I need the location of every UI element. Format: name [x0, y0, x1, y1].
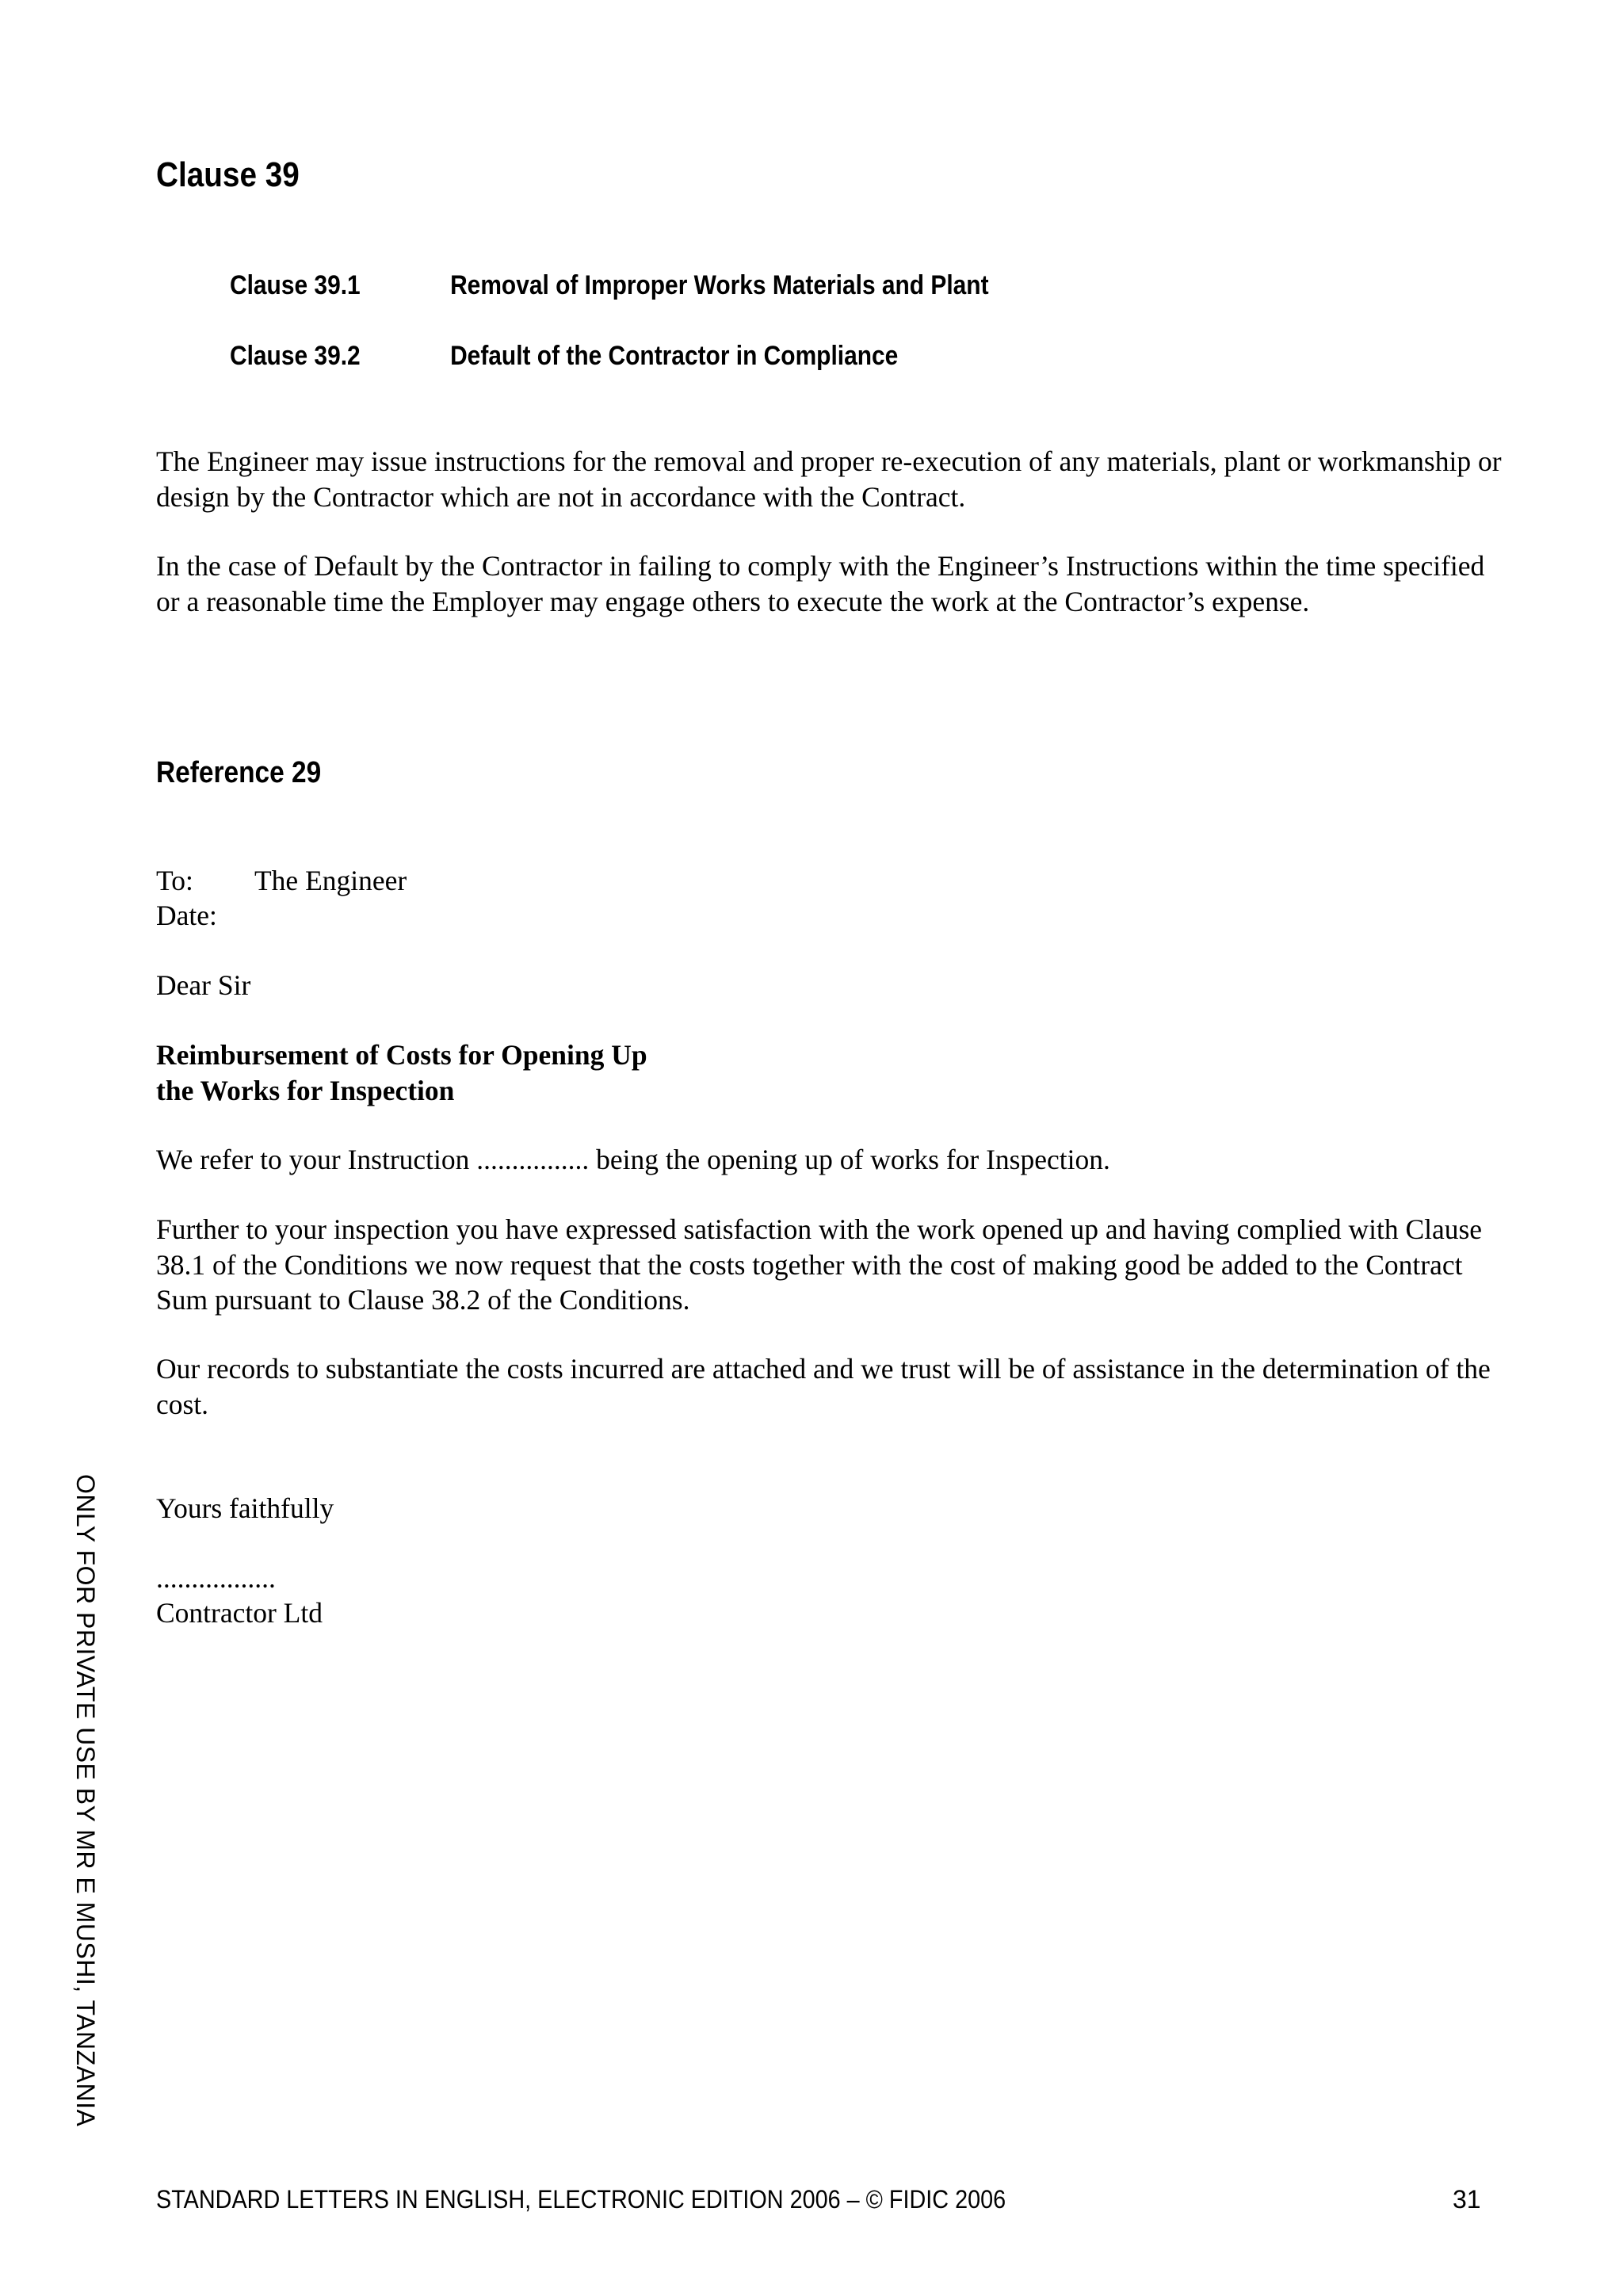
letter-subject: [156, 1037, 1503, 1108]
to-value: The Engineer: [254, 865, 407, 896]
letter-body-paragraph-1: We refer to your Instruction ................ being the opening up of works for Inspection.: [156, 1144, 1110, 1175]
signatory-name: Contractor Ltd: [156, 1597, 323, 1629]
subclause-row-1: [230, 270, 989, 301]
letter-date-line: [156, 898, 1503, 934]
date-label: Date:: [156, 900, 217, 931]
reference-heading: Reference 29: [156, 756, 322, 789]
subclause-number: Clause 39.2: [230, 341, 361, 371]
letter-subject-line-1: Reimbursement of Costs for Opening Up: [156, 1039, 647, 1071]
subclause-title: Removal of Improper Works Materials and Plant: [450, 270, 989, 300]
letter-subject-line-2: the Works for Inspection: [156, 1074, 455, 1106]
footer-edition-text: STANDARD LETTERS IN ENGLISH, ELECTRONIC EDITION 2006 – © FIDIC 2006: [156, 2185, 1006, 2214]
clause-paragraph-2: In the case of Default by the Contractor in failing to comply with the Engineer’s Instructions within the time specified or a reasonable time the Employer may engage others to execute the work at the Contractor’s expense.: [156, 550, 1485, 617]
letter-salutation: Dear Sir: [156, 969, 251, 1001]
signature-line: .................: [156, 1562, 276, 1594]
letter-body-paragraph-2: Further to your inspection you have expressed satisfaction with the work opened up and having complied with Clause 38.1 of the Conditions we now request that the costs together with the cost of making good be added to the Contract Sum pursuant to Clause 38.2 of the Conditions.: [156, 1213, 1483, 1316]
page-number: 31: [1453, 2185, 1481, 2214]
letter-closing: Yours faithfully: [156, 1492, 334, 1524]
clause-paragraph-1: The Engineer may issue instructions for the removal and proper re-execution of any materials, plant or workmanship or design by the Contractor which are not in accordance with the Contract.: [156, 445, 1502, 513]
private-use-watermark: ONLY FOR PRIVATE USE BY MR E MUSHI, TANZANIA: [71, 1474, 100, 2127]
subclause-title: Default of the Contractor in Compliance: [450, 341, 899, 371]
letter-to-line: [156, 863, 1503, 899]
clause-heading: Clause 39: [156, 155, 300, 194]
subclause-row-2: [230, 341, 898, 372]
to-label: To:: [156, 865, 193, 896]
subclause-number: Clause 39.1: [230, 270, 361, 300]
letter-body-paragraph-3: Our records to substantiate the costs incurred are attached and we trust will be of assistance in the determination of the cost.: [156, 1353, 1491, 1420]
